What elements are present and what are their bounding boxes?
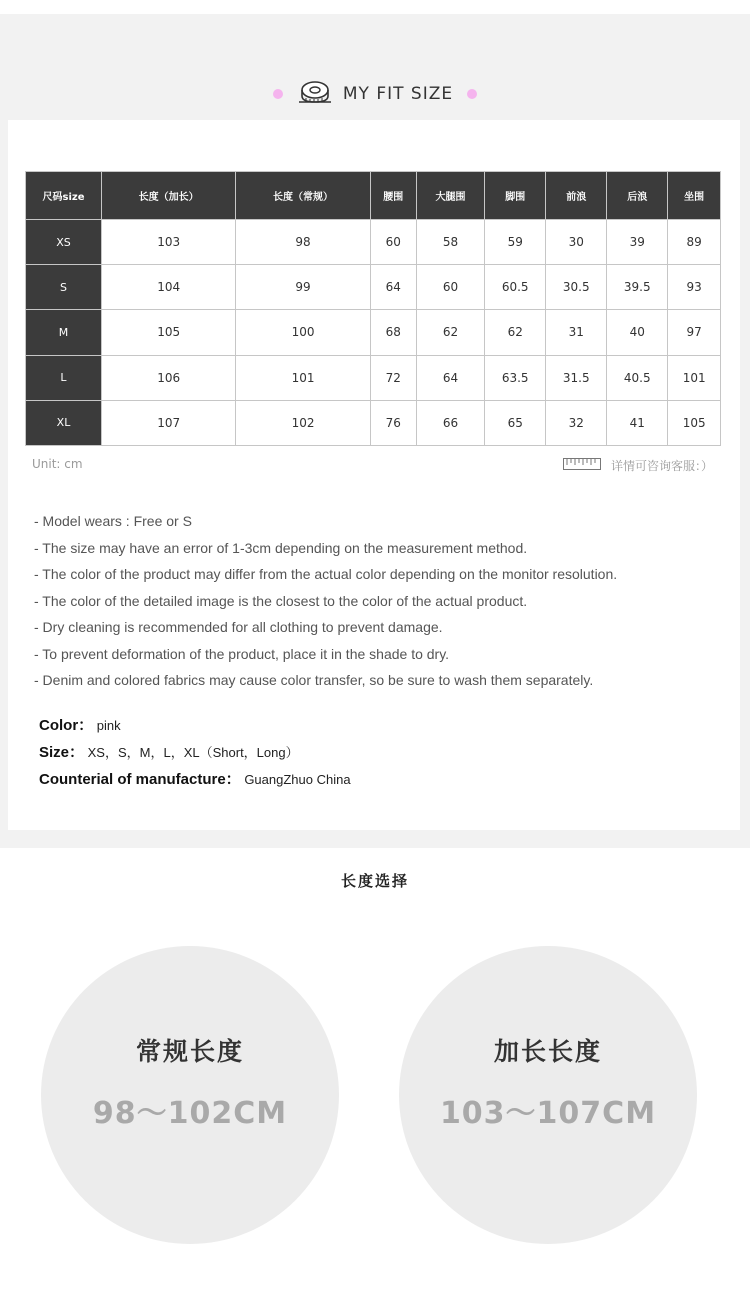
table-cell: 60 [416,265,484,310]
table-cell: 62 [416,310,484,355]
table-cell: 100 [236,310,370,355]
table-cell: 30.5 [546,265,607,310]
note-item: - To prevent deformation of the product, place it in the shade to dry. [34,645,450,662]
table-cell: 107 [102,400,236,445]
length-option-regular [41,946,339,1244]
section-header [0,78,750,110]
spec-label: Size： [39,744,85,761]
table-row [26,355,721,400]
table-cell: 59 [485,220,546,265]
size-guide-panel [0,14,750,848]
note-item: - Denim and colored fabrics may cause color transfer, so be sure to wash them separately. [34,672,594,688]
table-row [26,265,721,310]
table-cell: 89 [668,220,721,265]
column-header: 长度（加长） [102,172,236,220]
column-header: 前浪 [546,172,607,220]
spec-value: GuangZhuo China [244,772,351,787]
table-cell: 31 [546,310,607,355]
column-header: 长度（常规） [236,172,370,220]
table-cell: 40.5 [607,355,668,400]
spec-color [39,712,351,739]
spec-size [39,739,351,766]
note-item: - The size may have an error of 1-3cm depending on the measurement method. [34,539,528,556]
table-cell: 39 [607,220,668,265]
table-header-row [26,172,721,220]
length-option-range: 103～107CM [439,1096,657,1131]
table-cell: 60 [370,220,416,265]
product-specs [39,712,351,793]
size-label-cell: S [26,265,102,310]
table-cell: 99 [236,265,370,310]
care-notes [34,508,724,694]
size-card [8,120,740,830]
table-cell: 60.5 [485,265,546,310]
table-row [26,220,721,265]
table-cell: 65 [485,400,546,445]
column-header: 脚围 [485,172,546,220]
tape-measure-icon [297,79,333,109]
table-row [26,400,721,445]
table-cell: 97 [668,310,721,355]
spec-origin [39,766,351,793]
table-cell: 105 [102,310,236,355]
table-cell: 30 [546,220,607,265]
size-label-cell: M [26,310,102,355]
note-item: - The color of the product may differ from the actual color depending on the monitor resolution. [34,566,618,582]
table-cell: 32 [546,400,607,445]
table-cell: 66 [416,400,484,445]
column-header: 坐围 [668,172,721,220]
length-option-range: 98～102CM [92,1096,288,1131]
length-option-long [399,946,697,1244]
size-table [25,171,721,446]
table-cell: 103 [102,220,236,265]
table-cell: 106 [102,355,236,400]
unit-label: Unit: cm [32,457,83,471]
table-cell: 102 [236,400,370,445]
note-item: - The color of the detailed image is the closest to the color of the actual product. [34,592,528,609]
spec-value: pink [96,718,121,733]
pink-dot-left [273,89,283,99]
spec-value: XS，S，M，L，XL（Short，Long） [87,745,299,760]
table-cell: 39.5 [607,265,668,310]
table-cell: 76 [370,400,416,445]
table-cell: 104 [102,265,236,310]
table-row [26,310,721,355]
spec-label: Color： [39,717,94,734]
note-item: - Dry cleaning is recommended for all clothing to prevent damage. [34,619,443,635]
consult-text: 详情可咨询客服：） [610,459,713,473]
column-header: 腰围 [370,172,416,220]
spec-label: Counterial of manufacture： [39,771,241,788]
table-cell: 64 [370,265,416,310]
size-label-cell: L [26,355,102,400]
size-label-cell: XS [26,220,102,265]
table-cell: 101 [236,355,370,400]
table-cell: 41 [607,400,668,445]
ruler-icon [563,458,601,473]
table-cell: 62 [485,310,546,355]
length-option-title: 常规长度 [135,1037,244,1066]
column-header: 尺码size [26,172,102,220]
size-label-cell: XL [26,400,102,445]
table-cell: 68 [370,310,416,355]
table-cell: 63.5 [485,355,546,400]
consult-note [563,457,713,474]
table-cell: 31.5 [546,355,607,400]
table-cell: 40 [607,310,668,355]
column-header: 后浪 [607,172,668,220]
table-cell: 93 [668,265,721,310]
table-cell: 105 [668,400,721,445]
table-cell: 98 [236,220,370,265]
page-title: MY FIT SIZE [342,84,454,104]
table-cell: 72 [370,355,416,400]
table-cell: 58 [416,220,484,265]
column-header: 大腿围 [416,172,484,220]
length-section-title: 长度选择 [340,872,409,890]
length-option-title: 加长长度 [493,1037,602,1066]
table-cell: 101 [668,355,721,400]
table-cell: 64 [416,355,484,400]
note-item: - Model wears : Free or S [34,513,192,529]
pink-dot-right [467,89,477,99]
